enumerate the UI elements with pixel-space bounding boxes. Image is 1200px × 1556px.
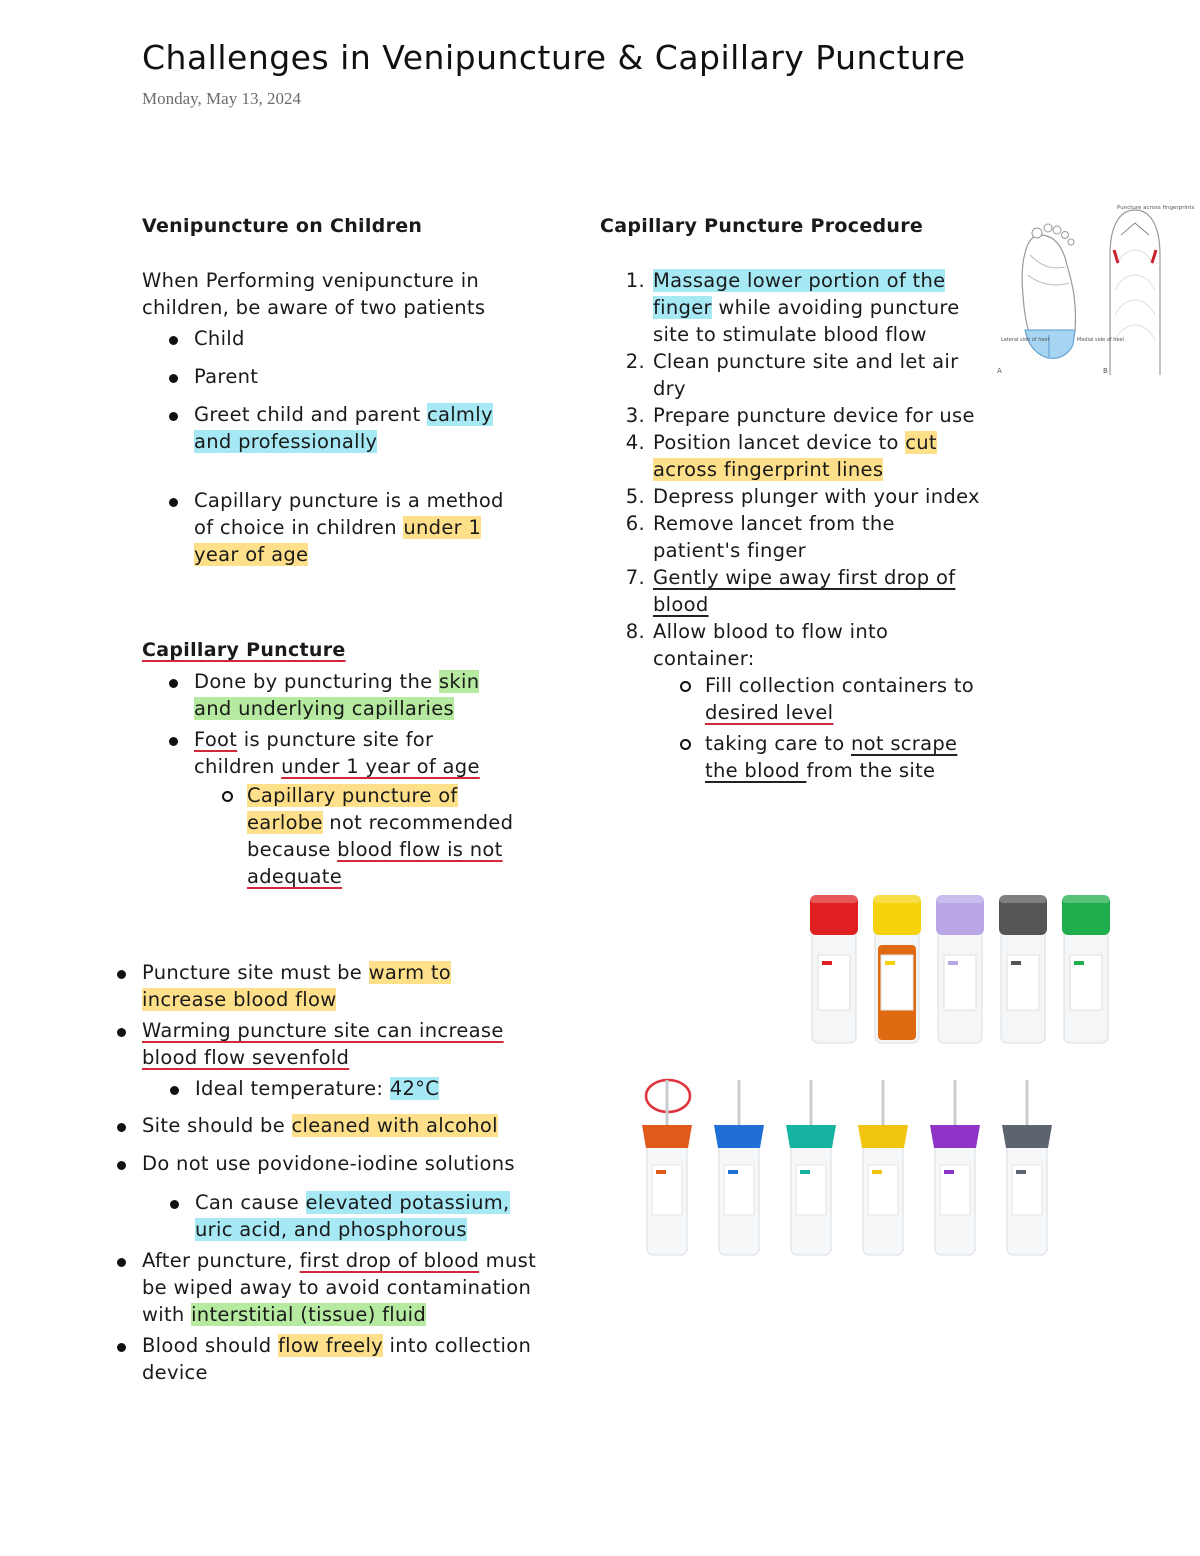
collection-tube xyxy=(999,895,1047,1043)
collection-tube xyxy=(936,895,984,1043)
list-item: Capillary puncture of earlobe not recommended because blood flow is not adequate xyxy=(247,782,537,890)
capillary-tube xyxy=(930,1080,980,1255)
list-item: Capillary puncture is a method of choice in children under 1 year of age xyxy=(194,487,524,568)
list-item: Do not use povidone-iodine solutions Can cause elevated potassium, uric acid, and phosphorous xyxy=(142,1150,537,1243)
venipuncture-section xyxy=(142,213,542,568)
finger-diagram xyxy=(1110,210,1160,375)
list-item: Fill collection containers to desired level xyxy=(705,672,995,726)
puncture-site-figure xyxy=(995,195,1195,380)
procedure-step: 4. Position lancet device to cut across fingerprint lines xyxy=(625,431,937,481)
procedure-step: 3. Prepare puncture device for use xyxy=(625,404,975,427)
list-item: Done by puncturing the skin and underlying capillaries xyxy=(194,668,514,722)
capillary-tube xyxy=(786,1080,836,1255)
capillary-sublist xyxy=(247,782,537,890)
figure-label-a: A xyxy=(997,367,1002,375)
procedure-step: 5. Depress plunger with your index xyxy=(625,485,980,508)
list-item: Can cause elevated potassium, uric acid, and phosphorous xyxy=(195,1189,525,1243)
procedure-section xyxy=(600,213,995,784)
capillary-tube xyxy=(858,1080,908,1255)
list-item: Child xyxy=(194,325,524,352)
notes-list xyxy=(142,959,537,1386)
procedure-step: 1. Massage lower portion of the finger while avoiding puncture site to stimulate blood flow xyxy=(625,269,960,346)
notes-sublist xyxy=(195,1189,525,1243)
notes-section xyxy=(142,959,542,1386)
notes-sublist xyxy=(195,1075,537,1102)
capillary-section xyxy=(142,637,542,890)
procedure-sublist xyxy=(705,672,995,784)
capillary-tubes-image xyxy=(630,1070,1050,1270)
procedure-step: 2. Clean puncture site and let air dry xyxy=(625,350,959,400)
page-title: Challenges in Venipuncture & Capillary Puncture xyxy=(142,38,966,77)
venipuncture-list xyxy=(194,325,524,568)
procedure-heading: Capillary Puncture Procedure xyxy=(600,215,924,237)
collection-tubes-image xyxy=(800,885,1125,1060)
page-date: Monday, May 13, 2024 xyxy=(142,89,301,108)
venipuncture-intro: When Performing venipuncture in children, be aware of two patients xyxy=(142,269,486,319)
figure-label-top: Puncture across fingerprints xyxy=(1117,205,1195,211)
figure-label-medial: Medial side of heel xyxy=(1077,337,1124,343)
collection-tube xyxy=(873,895,921,1043)
procedure-step: 7. Gently wipe away first drop of blood xyxy=(625,566,956,616)
procedure-step: 6. Remove lancet from the patient's finger xyxy=(625,512,895,562)
venipuncture-heading: Venipuncture on Children xyxy=(142,215,423,237)
list-item: After puncture, first drop of blood must be wiped away to avoid contamination with interstitial (tissue) fluid xyxy=(142,1249,537,1326)
procedure-steps xyxy=(625,267,988,784)
capillary-tube xyxy=(714,1080,764,1255)
procedure-step: 8. Allow blood to flow into container: Fill collection containers to desired level taking care to not scrape the blood from the site xyxy=(653,618,988,784)
list-item: Blood should flow freely into collection device xyxy=(142,1332,537,1386)
list-item: Puncture site must be warm to increase blood flow xyxy=(142,959,537,1013)
collection-tube xyxy=(810,895,858,1043)
list-item: Parent xyxy=(194,363,524,390)
list-item: Ideal temperature: 42°C xyxy=(195,1075,537,1102)
figure-label-b: B xyxy=(1103,367,1108,375)
list-item: Foot is puncture site for children under 1 year of age Capillary puncture of earlobe not recommended because blood flow is not adequate xyxy=(194,726,514,890)
capillary-heading: Capillary Puncture xyxy=(142,639,346,661)
list-item: Site should be cleaned with alcohol xyxy=(142,1112,537,1139)
figure-label-lateral: Lateral side of heel xyxy=(1001,337,1049,343)
list-item: taking care to not scrape the blood from the site xyxy=(705,730,995,784)
list-item: Greet child and parent calmly and professionally xyxy=(194,401,524,455)
capillary-tube xyxy=(1002,1080,1052,1255)
list-item: Warming puncture site can increase blood flow sevenfold Ideal temperature: 42°C xyxy=(142,1017,537,1102)
collection-tube xyxy=(1062,895,1110,1043)
capillary-list xyxy=(194,668,514,890)
